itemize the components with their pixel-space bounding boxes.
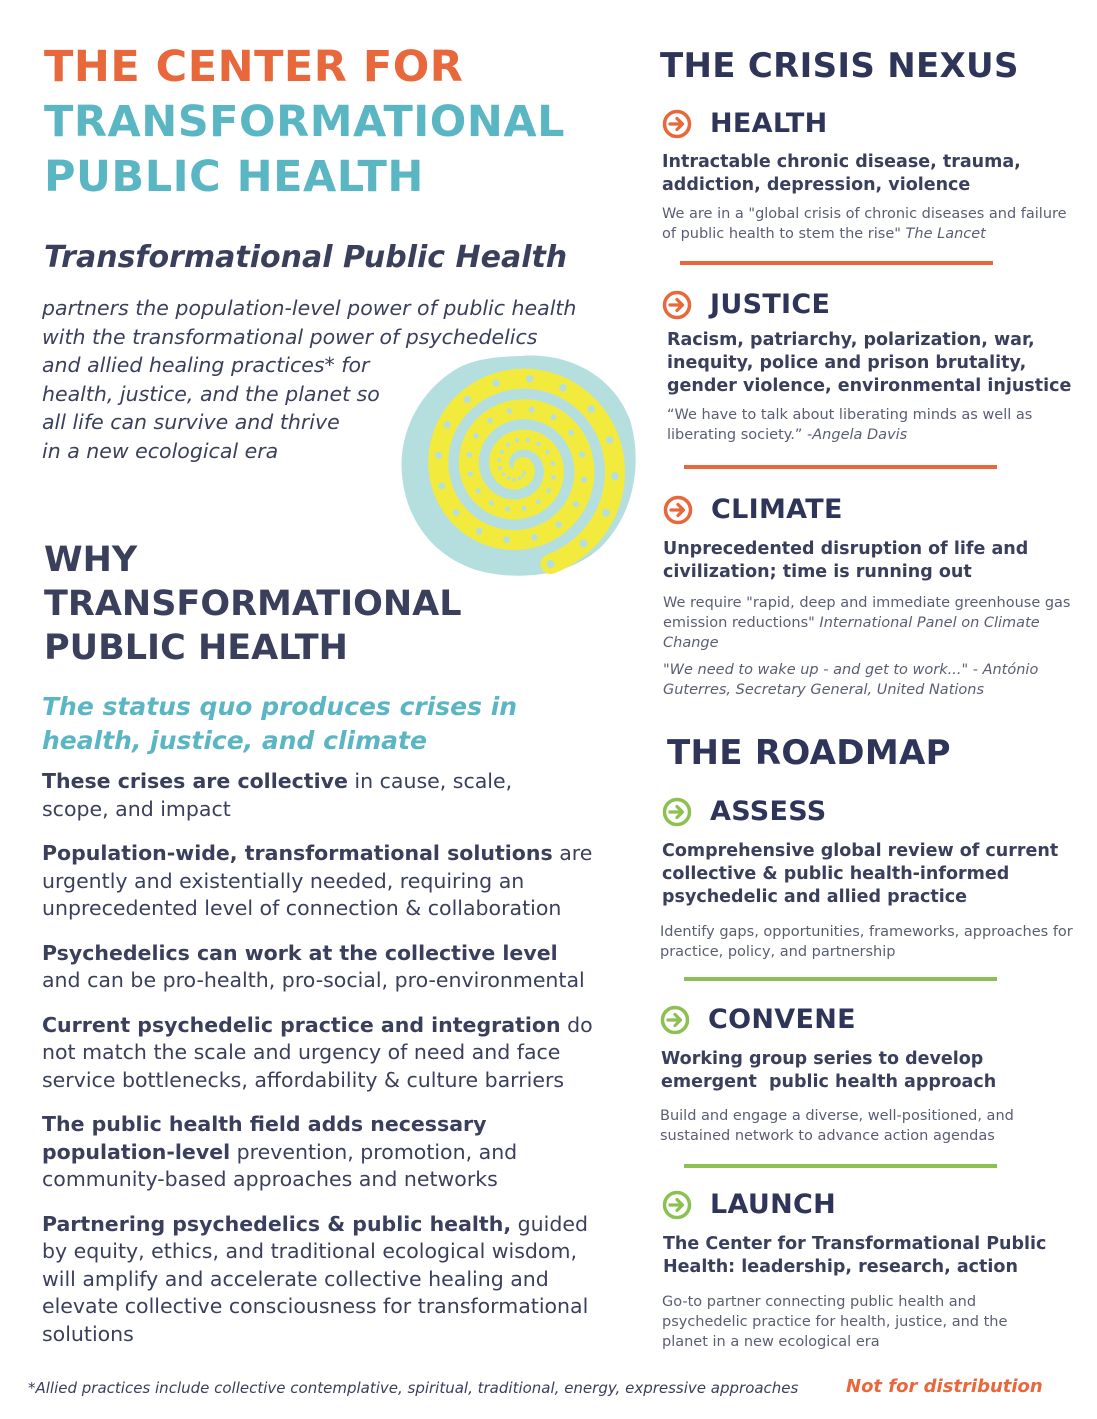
- spiral-dot: [464, 396, 471, 403]
- spiral-dot: [556, 521, 562, 527]
- spiral-dot: [473, 433, 479, 439]
- spiral-dot: [507, 476, 511, 480]
- spiral-dot: [581, 477, 587, 483]
- quote-text: We require "rapid, deep and immediate greenhouse gas emission reductions": [663, 595, 1071, 631]
- spiral-dot: [435, 452, 442, 459]
- point-text: and can be pro-health, pro-social, pro-environmental: [42, 968, 585, 992]
- point-text: do not match the scale and urgency of need and face service bottlenecks, affordability & culture barriers: [42, 1012, 593, 1092]
- spiral-dot: [606, 436, 614, 444]
- why-point: [42, 940, 614, 995]
- spiral-dot: [476, 488, 481, 493]
- crisis-item-justice-header: [662, 289, 830, 320]
- spiral-dot: [467, 452, 472, 457]
- spiral-dot: [503, 536, 510, 543]
- spiral-dot: [579, 452, 585, 458]
- roadmap-item-convene-header: [660, 1004, 856, 1035]
- footnote: *Allied practices include collective contemplative, spiritual, traditional, energy, expressive approaches: [28, 1379, 799, 1397]
- roadmap-item-title: LAUNCH: [710, 1189, 837, 1220]
- point-bold: The public health field adds necessary population-level: [42, 1112, 487, 1164]
- point-text: prevention, promotion, and community-based approaches and networks: [42, 1139, 518, 1191]
- crisis-item-subtitle: Unprecedented disruption of life and civilization; time is running out: [663, 539, 1029, 582]
- point-bold: These crises are collective: [42, 769, 348, 793]
- crisis-item-title: JUSTICE: [710, 289, 831, 320]
- status-quo-line-2: health, justice, and climate: [42, 726, 427, 755]
- spiral-dot: [489, 501, 494, 506]
- roadmap-item-text: Go-to partner connecting public health and psychedelic practice for health, justice, and the planet in a new ecological era: [662, 1294, 1008, 1350]
- spiral-dot: [546, 488, 551, 493]
- quote-text: “We have to talk about liberating minds as well as liberating society.”: [667, 407, 1033, 443]
- divider: [684, 1164, 997, 1168]
- spiral-dot: [506, 443, 510, 447]
- tph-line: and allied healing practices* for: [42, 353, 370, 377]
- divider: [684, 977, 997, 981]
- roadmap-item-title: ASSESS: [710, 796, 827, 827]
- spiral-dot: [521, 474, 524, 477]
- roadmap-item-text: Build and engage a diverse, well-positioned, and sustained network to advance action agendas: [660, 1108, 1014, 1144]
- arrow-right-circle-icon: [663, 495, 693, 525]
- spiral-dot: [497, 458, 501, 462]
- spiral-dot: [493, 380, 500, 387]
- status-quo-subheading: [42, 690, 517, 758]
- spiral-dot: [453, 509, 460, 516]
- spiral-dot: [498, 466, 502, 470]
- crisis-item-subtitle: Intractable chronic disease, trauma, addiction, depression, violence: [662, 152, 1021, 195]
- spiral-dot: [476, 528, 483, 535]
- why-point: [42, 1111, 614, 1194]
- point-bold: Psychedelics can work at the collective level: [42, 940, 558, 965]
- spiral-dot: [507, 408, 513, 414]
- spiral-dot: [518, 477, 521, 480]
- spiral-dot: [536, 499, 541, 504]
- spiral-dot: [526, 438, 530, 442]
- quote-text: We are in a "global crisis of chronic diseases and failure of public health to stem the rise": [662, 206, 1067, 242]
- spiral-dot: [523, 471, 526, 474]
- spiral-dot: [500, 450, 504, 454]
- spiral-dot: [611, 472, 619, 480]
- crisis-item-subtitle: Racism, patriarchy, polarization, war, inequity, police and prison brutality, gender violence, environmental injustice: [667, 330, 1072, 396]
- point-text: in cause, scale, scope, and impact: [42, 769, 513, 821]
- crisis-nexus-heading: THE CRISIS NEXUS: [660, 46, 1019, 86]
- tph-line: partners the population-level power of public health: [42, 296, 577, 320]
- why-line-2: TRANSFORMATIONAL: [44, 584, 462, 624]
- spiral-dot: [568, 430, 574, 436]
- page-title: [44, 40, 565, 205]
- quote-source: António Guterres, Secretary General, United Nations: [663, 662, 1039, 698]
- spiral-dot: [573, 501, 579, 507]
- why-line-1: WHY: [44, 540, 138, 580]
- roadmap-item-subtitle: Comprehensive global review of current collective & public health-informed psychedelic and allied practice: [662, 841, 1059, 907]
- spiral-dot: [547, 560, 555, 568]
- roadmap-item-assess-header: [662, 796, 827, 827]
- spiral-dot: [502, 472, 506, 476]
- spiral-dot: [602, 509, 610, 517]
- why-points: [42, 768, 614, 1348]
- why-point: [42, 1211, 614, 1349]
- why-heading: [44, 538, 462, 670]
- why-point: [42, 840, 614, 923]
- crisis-item-climate-header: [663, 494, 843, 525]
- status-quo-line-1: The status quo produces crises in: [42, 692, 518, 721]
- spiral-dot: [580, 540, 588, 548]
- spiral-dot: [515, 438, 519, 442]
- crisis-item-title: CLIMATE: [711, 494, 843, 525]
- spiral-dot: [513, 478, 516, 481]
- roadmap-item-subtitle: Working group series to develop emergent public health approach: [661, 1049, 997, 1092]
- tph-line: with the transformational power of psychedelics: [42, 324, 538, 349]
- crisis-item-quote: [663, 660, 1073, 700]
- point-bold: Current psychedelic practice and integration: [42, 1012, 561, 1037]
- tph-line: health, justice, and the planet so: [42, 381, 380, 406]
- spiral-dot: [531, 534, 537, 540]
- tph-heading: Transformational Public Health: [44, 240, 568, 275]
- spiral-dot: [559, 384, 566, 391]
- why-point: [42, 768, 614, 823]
- spiral-dot: [526, 375, 533, 382]
- spiral-dot: [444, 421, 451, 428]
- crisis-item-quote: [662, 204, 1072, 244]
- spiral-dot: [505, 507, 510, 512]
- spiral-dot: [551, 461, 556, 466]
- arrow-right-circle-icon: [662, 109, 692, 139]
- arrow-right-circle-icon: [662, 797, 692, 827]
- crisis-item-title: HEALTH: [710, 108, 828, 139]
- roadmap-item-launch-header: [662, 1189, 836, 1220]
- crisis-item-quote: [663, 593, 1073, 653]
- spiral-dot: [551, 414, 557, 420]
- spiral-dot: [529, 407, 535, 413]
- not-for-distribution-label: Not for distribution: [846, 1376, 1043, 1397]
- roadmap-item-subtitle: The Center for Transformational Public Health: leadership, research, action: [663, 1234, 1047, 1277]
- spiral-dot: [439, 483, 446, 490]
- divider: [680, 261, 993, 265]
- roadmap-heading: THE ROADMAP: [667, 733, 951, 773]
- roadmap-item-title: CONVENE: [708, 1004, 856, 1035]
- title-line-1: THE CENTER FOR: [44, 42, 464, 92]
- why-point: [42, 1012, 614, 1095]
- point-text: guided by equity, ethics, and traditional ecological wisdom, will amplify and accelerate collective healing and elevate collective consciousness for transformational solutions: [42, 1211, 589, 1346]
- spiral-dot: [587, 405, 595, 413]
- roadmap-item-text: Identify gaps, opportunities, frameworks, approaches for practice, policy, and partnership: [660, 924, 1073, 960]
- quote-source: -Angela Davis: [807, 427, 908, 443]
- crisis-item-health-header: [662, 108, 828, 139]
- spiral-dot: [522, 506, 527, 511]
- point-bold: Partnering psychedelics & public health,: [42, 1211, 512, 1236]
- why-line-3: PUBLIC HEALTH: [44, 628, 348, 668]
- spiral-dot: [487, 418, 493, 424]
- spiral-dot: [545, 450, 549, 454]
- arrow-right-circle-icon: [660, 1005, 690, 1035]
- spiral-dot: [468, 471, 473, 476]
- spiral-dot: [536, 442, 540, 446]
- tph-line: all life can survive and thrive: [42, 410, 340, 434]
- divider: [684, 465, 997, 469]
- point-bold: Population-wide, transformational solutions: [42, 841, 553, 865]
- arrow-right-circle-icon: [662, 290, 692, 320]
- quote-source: The Lancet: [905, 226, 986, 242]
- quote-source: International Panel on Climate Change: [663, 615, 1040, 651]
- title-line-2: TRANSFORMATIONAL: [44, 97, 565, 147]
- crisis-item-quote: [667, 405, 1067, 445]
- arrow-right-circle-icon: [662, 1190, 692, 1220]
- tph-line: in a new ecological era: [42, 438, 279, 463]
- spiral-dot: [551, 475, 556, 480]
- quote-text: "We need to wake up - and get to work..." -: [663, 662, 983, 678]
- title-line-3: PUBLIC HEALTH: [44, 152, 424, 202]
- point-text: are urgently and existentially needed, requiring an unprecedented level of connection & collaboration: [42, 841, 593, 920]
